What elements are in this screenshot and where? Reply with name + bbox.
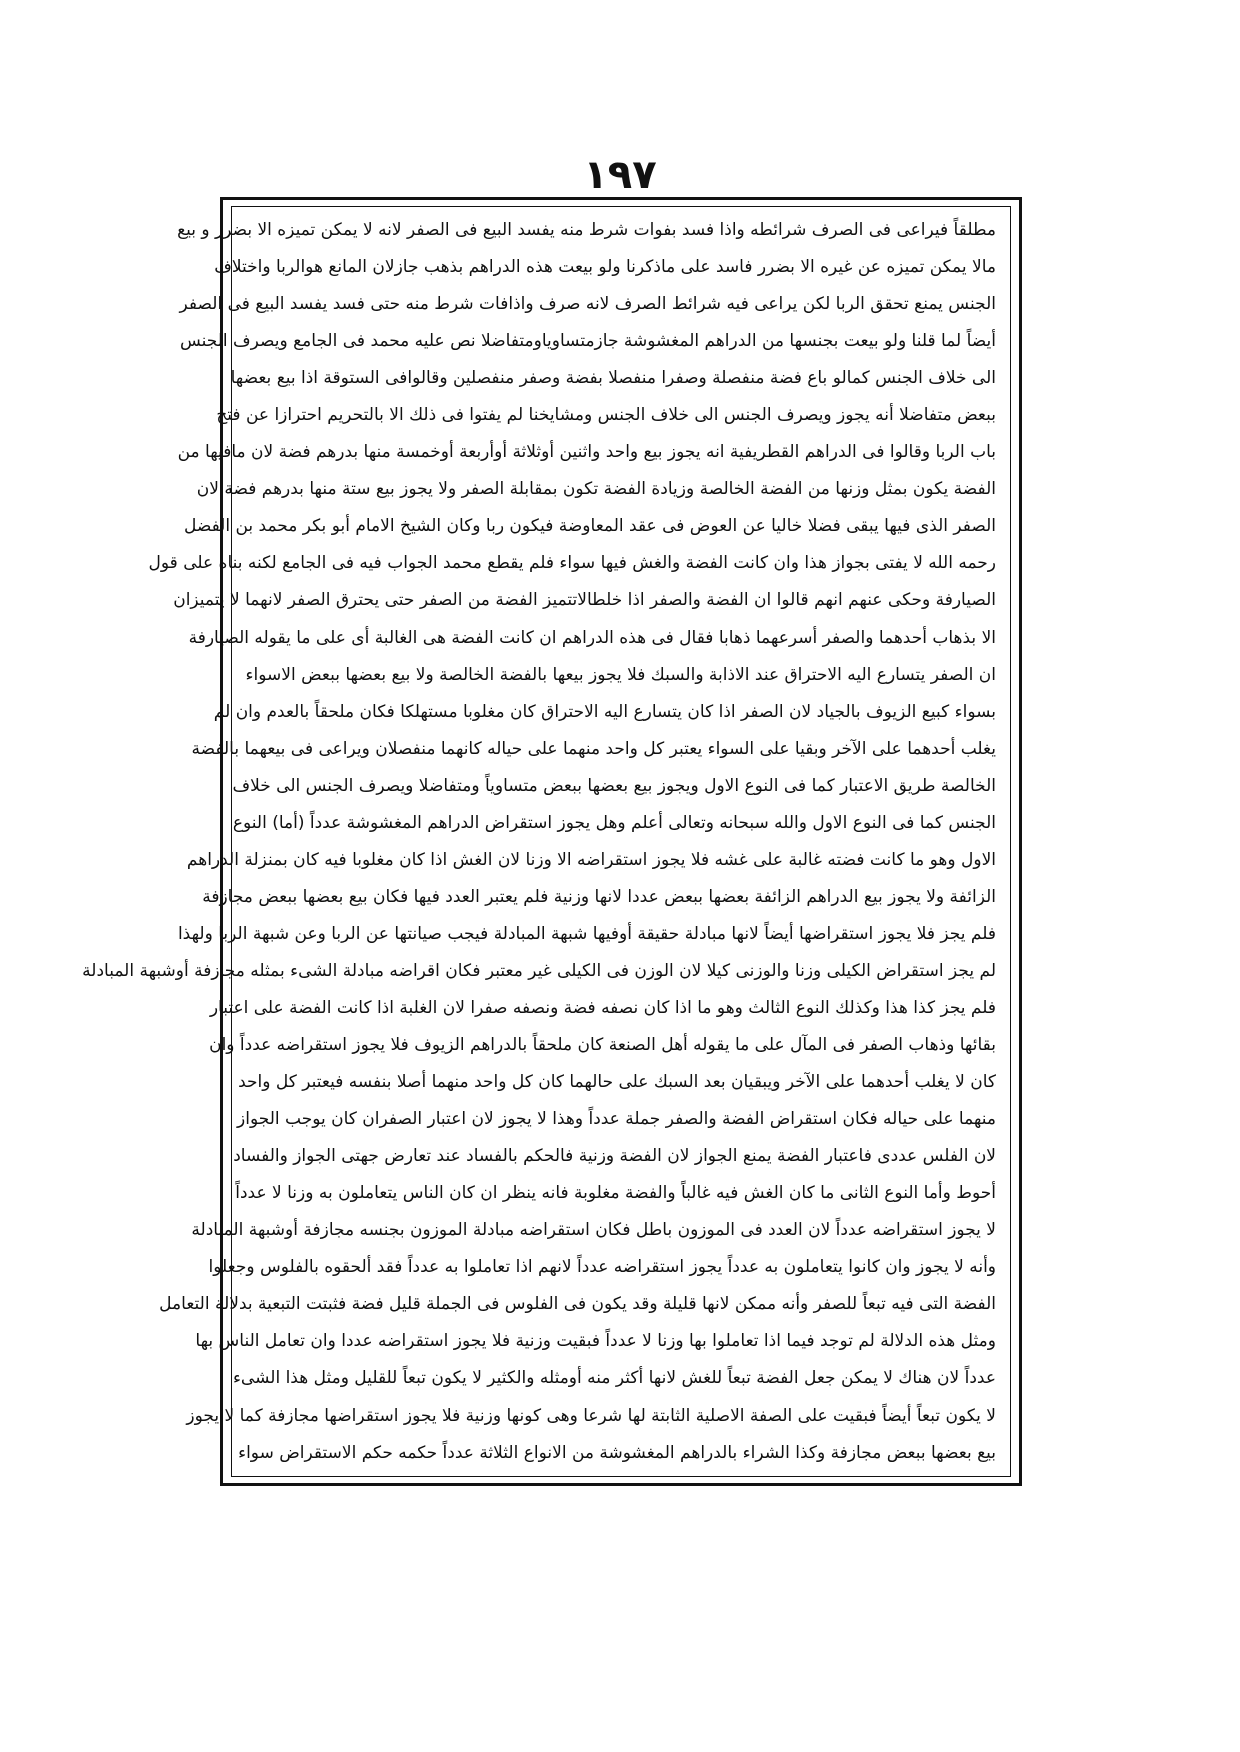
text-line: فلم يجز كذا هذا وكذلك النوع الثالث وهو ما اذا كان نصفه فضة ونصفه صفرا لان الغلبة اذا كانت الفضة على اعتبار: [209, 997, 996, 1018]
text-line: يغلب أحدهما على الآخر وبقيا على السواء يعتبر كل واحد منهما على حياله كانهما منفصلان ويراعى فى بيعهما بالفضة: [191, 738, 996, 759]
text-line: الى خلاف الجنس كمالو باع فضة منفصلة وصفرا منفصلا بفضة وصفر منفصلين وقالوافى الستوقة اذا بيع بعضها: [230, 368, 996, 389]
text-line: الصيارفة وحكى عنهم انهم قالوا ان الفضة والصفر اذا خلطالاتتميز الفضة من الصفر حتى يحترق الصفر لانهما لا يتميزان: [173, 590, 996, 611]
text-line: الاول وهو ما كانت فضته غالبة على غشه فلا يجوز استقراضه الا وزنا لان الغش اذا كان مغلوبا فيه كان بمنزلة الدراهم: [186, 849, 996, 870]
text-line: الزائفة ولا يجوز بيع الدراهم الزائفة بعضها ببعض عددا لانها وزنية فلم يعتبر العدد فيها فكان بيع بعضها ببعض مجازفة: [202, 886, 996, 907]
text-line: لم يجز استقراض الكيلى وزنا والوزنى كيلا لان الوزن فى الكيلى غير معتبر فكان اقراضه مبادلة الشىء بمثله مجازفة أوشبهة المبادلة: [82, 960, 996, 981]
text-line: فلم يجز فلا يجوز استقراضها أيضاً لانها مبادلة حقيقة أوفيها شبهة المبادلة فيجب صيانتها عن الربا وعن شبهة الربا ولهذا: [177, 923, 996, 944]
text-line: وأنه لا يجوز وان كانوا يتعاملون به عدداً يجوز استقراضه عدداً لانهم اذا تعاملوا به عدداً فقد ألحقوه بالفلوس وجعلوا: [208, 1257, 996, 1278]
text-line: الجنس يمنع تحقق الربا لكن يراعى فيه شرائط الصرف لانه صرف واذافات شرط منه حتى فسد يفسد البيع فى الصفر: [179, 294, 996, 315]
text-line: ومثل هذه الدلالة لم توجد فيما اذا تعاملوا بها وزنا لا عدداً فبقيت وزنية فلا يجوز استقراضه عددا وان تعامل الناس بها: [195, 1331, 996, 1352]
text-frame: [82, 197, 1022, 1486]
text-line: أيضاً لما قلنا ولو بيعت بجنسها من الدراهم المغشوشة جازمتساوياومتفاضلا نص عليه محمد فى الجامع ويصرف الجنس: [179, 331, 996, 352]
text-line: ان الصفر يتسارع اليه الاحتراق عند الاذابة والسبك فلا يجوز بيعها بالفضة الخالصة ولا بيع بعضها ببعض الاسواء: [245, 664, 996, 685]
text-line: بيع بعضها ببعض مجازفة وكذا الشراء بالدراهم المغشوشة من الانواع الثلاثة عدداً حكمه حكم الاستقراض سواء: [238, 1442, 996, 1463]
text-line: لا يجوز استقراضه عدداً لان العدد فى الموزون باطل فكان استقراضه مبادلة الموزون بجنسه مجازفة أوشبهة المبادلة: [191, 1220, 996, 1241]
page-number: ١٩٧: [583, 152, 657, 198]
text-line: كان لا يغلب أحدهما على الآخر ويبقيان بعد السبك على حالهما كان كل واحد منهما أصلا بنفسه فيعتبر كل واحد: [238, 1072, 996, 1093]
text-line: عدداً لان هناك لا يمكن جعل الفضة تبعاً للغش لانها أكثر منه أومثله والكثير لا يكون تبعاً للقليل ومثل هذا الشىء: [232, 1368, 996, 1389]
text-line: منهما على حياله فكان استقراض الفضة والصفر جملة عدداً وهذا لا يجوز لان اعتبار الصفران كان يوجب الجواز: [237, 1109, 996, 1130]
text-line: الفضة التى فيه تبعاً للصفر وأنه ممكن لانها قليلة وقد يكون فى الفلوس فى الجملة قليل فضة فثبتت التبعية بدلالة التعامل: [159, 1294, 996, 1315]
text-line: بسواء كبيع الزيوف بالجياد لان الصفر اذا كان يتسارع اليه الاحتراق كان مغلوبا مستهلكا فكان ملحقاً بالعدم وان لم: [213, 701, 996, 722]
text-line: رحمه الله لا يفتى بجواز هذا وان كانت الفضة والغش فيها سواء فلم يقطع محمد الجواب فيه فى الجامع لكنه بناه على قول: [148, 553, 996, 574]
text-line: الفضة يكون بمثل وزنها من الفضة الخالصة وزيادة الفضة تكون بمقابلة الصفر ولا يجوز بيع ستة منها بدرهم فضة لان: [196, 479, 996, 500]
text-line: الخالصة طريق الاعتبار كما فى النوع الاول ويجوز بيع بعضها ببعض متساوياً ومتفاضلا ويصرف الجنس الى خلاف: [232, 775, 996, 796]
text-line: باب الربا وقالوا فى الدراهم القطريفية انه يجوز بيع واحد واثنين أوثلاثة أوأربعة أوخمسة منها بدرهم فضة لان مافيها من: [177, 442, 996, 463]
text-line: ببعض متفاضلا أنه يجوز ويصرف الجنس الى خلاف الجنس ومشايخنا لم يفتوا فى ذلك الا بالتحريم احترازا عن فتح: [216, 405, 996, 426]
text-line: بقائها وذهاب الصفر فى المآل على ما يقوله أهل الصنعة كان ملحقاً بالدراهم الزيوف فلا يجوز استقراضه عدداً وان: [209, 1035, 996, 1056]
text-line: الا بذهاب أحدهما والصفر أسرعهما ذهابا فقال فى هذه الدراهم ان كانت الفضة هى الغالبة أى على ما يقوله الصيارفة: [188, 627, 996, 648]
text-body: [82, 206, 1011, 1477]
text-line: لا يكون تبعاً أيضاً فبقيت على الصفة الاصلية الثابتة لها شرعا وهى كونها وزنية فلا يجوز استقراضها مجازفة كما لا يجوز: [186, 1405, 996, 1426]
text-line: مالا يمكن تميزه عن غيره الا بضرر فاسد على ماذكرنا ولو بيعت هذه الدراهم بذهب جازلان المانع هوالربا واختلاف: [214, 257, 996, 278]
text-line: الجنس كما فى النوع الاول والله سبحانه وتعالى أعلم وهل يجوز استقراض الدراهم المغشوشة عدداً (أما) النوع: [232, 812, 996, 833]
text-line: مطلقاً فيراعى فى الصرف شرائطه واذا فسد بفوات شرط منه يفسد البيع فى الصفر لانه لا يمكن تميزه الا بضرر و بيع: [177, 220, 996, 240]
text-line: الصفر الذى فيها يبقى فضلا خاليا عن العوض فى عقد المعاوضة فيكون ربا وكان الشيخ الامام أبو بكر محمد بن الفضل: [183, 516, 996, 537]
text-line: لان الفلس عددى فاعتبار الفضة يمنع الجواز لان الفضة وزنية فالحكم بالفساد عند تعارض جهتى الجواز والفساد: [233, 1146, 996, 1167]
text-line: أحوط وأما النوع الثانى ما كان الغش فيه غالباً والفضة مغلوبة فانه ينظر ان كان الناس يتعاملون به وزنا لا عدداً: [235, 1183, 996, 1204]
